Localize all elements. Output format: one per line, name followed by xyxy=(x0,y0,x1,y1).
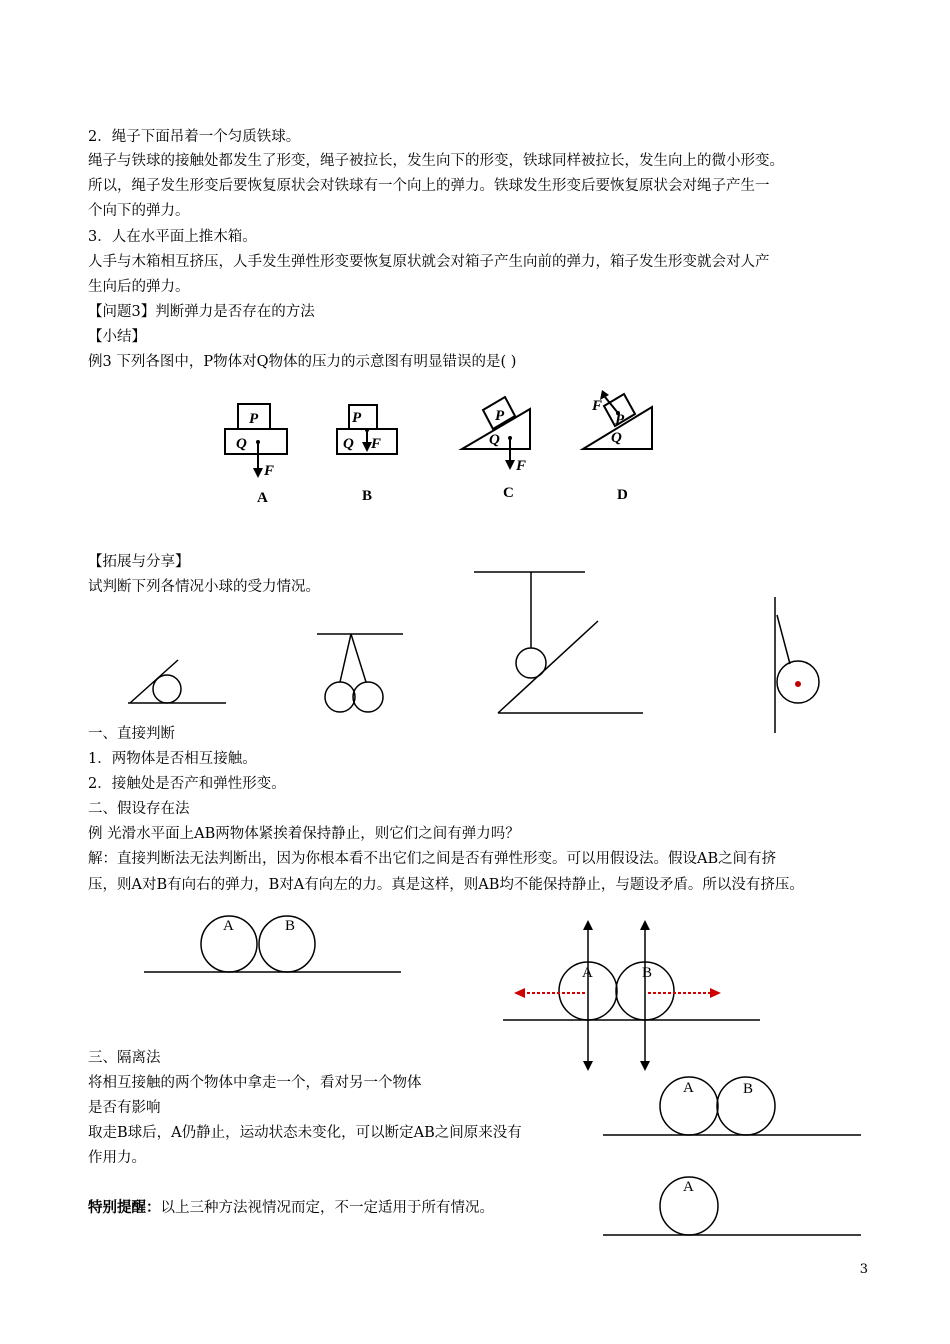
label-p: P xyxy=(352,410,362,426)
special-reminder xyxy=(88,1198,494,1218)
text-line: 解：直接判断法无法判断出，因为你根本看不出它们之间是否有弹性形变。可以用假设法。假设AB之间有挤 xyxy=(88,851,777,867)
label-b: B xyxy=(642,965,653,981)
label-b: B xyxy=(285,918,296,934)
question-text: 例3 下列各图中，P物体对Q物体的压力的示意图有明显错误的是( ) xyxy=(88,354,517,370)
label-q: Q xyxy=(236,436,247,452)
text-line: 将相互接触的两个物体中拿走一个，看对另一个物体 xyxy=(88,1075,422,1091)
label-a: A xyxy=(223,918,234,934)
label-p: P xyxy=(495,408,505,424)
text-line: 绳子与铁球的接触处都发生了形变，绳子被拉长，发生向下的形变，铁球同样被拉长，发生向上的微小形变。 xyxy=(88,153,784,169)
label-q: Q xyxy=(343,436,354,452)
label-f: F xyxy=(264,463,275,479)
label-f: F xyxy=(371,436,382,452)
text-line: 例 光滑水平面上AB两物体紧挨着保持静止，则它们之间有弹力吗？ xyxy=(88,826,520,842)
text-line: 生向后的弹力。 xyxy=(88,279,190,295)
option-label-c: C xyxy=(503,485,514,501)
text-line: 是否有影响 xyxy=(88,1100,161,1116)
text-line: 个向下的弹力。 xyxy=(88,203,190,219)
label-a: A xyxy=(683,1080,694,1096)
label-a: A xyxy=(582,965,593,981)
text-line: 3．人在水平面上推木箱。 xyxy=(88,229,257,245)
text-line: 2．绳子下面吊着一个匀质铁球。 xyxy=(88,129,301,145)
section-heading: 二、假设存在法 xyxy=(88,801,190,817)
text-line: 1．两物体是否相互接触。 xyxy=(88,751,257,767)
text-line: 所以，绳子发生形变后要恢复原状会对铁球有一个向上的弹力。铁球发生形变后要恢复原状会对绳子产生一 xyxy=(88,178,770,194)
option-label-d: D xyxy=(617,487,628,503)
label-a: A xyxy=(683,1179,694,1195)
label-p: P xyxy=(249,411,259,427)
label-b: B xyxy=(743,1081,754,1097)
text-line: 人手与木箱相互挤压，人手发生弹性形变要恢复原状就会对箱子产生向前的弹力，箱子发生形变就会对人产 xyxy=(88,254,770,270)
label-f: F xyxy=(592,398,603,414)
option-label-b: B xyxy=(362,488,373,504)
label-q: Q xyxy=(611,430,622,446)
reminder-text: 以上三种方法视情况而定，不一定适用于所有情况。 xyxy=(160,1200,494,1216)
section-heading: 一、直接判断 xyxy=(88,726,175,742)
section-heading: 三、隔离法 xyxy=(88,1050,161,1066)
reminder-label: 特别提醒： xyxy=(88,1199,161,1216)
text-line: 压，则A对B有向右的弹力，B对A有向左的力。真是这样，则AB均不能保持静止，与题设矛盾。所以没有挤压。 xyxy=(88,877,804,893)
label-f: F xyxy=(516,458,527,474)
text-line: 2．接触处是否产和弹性形变。 xyxy=(88,776,286,792)
section-heading: 【问题3】判断弹力是否存在的方法 xyxy=(88,304,315,320)
text-line: 试判断下列各情况小球的受力情况。 xyxy=(88,579,320,595)
text-line: 取走B球后，A仍静止，运动状态未变化，可以断定AB之间原来没有 xyxy=(88,1125,522,1141)
option-label-a: A xyxy=(257,490,268,506)
section-heading: 【小结】 xyxy=(88,329,146,345)
section-heading: 【拓展与分享】 xyxy=(88,554,190,570)
page-number: 3 xyxy=(859,1262,868,1277)
label-p: P xyxy=(615,412,625,428)
text-line: 作用力。 xyxy=(88,1150,146,1166)
label-q: Q xyxy=(489,432,500,448)
